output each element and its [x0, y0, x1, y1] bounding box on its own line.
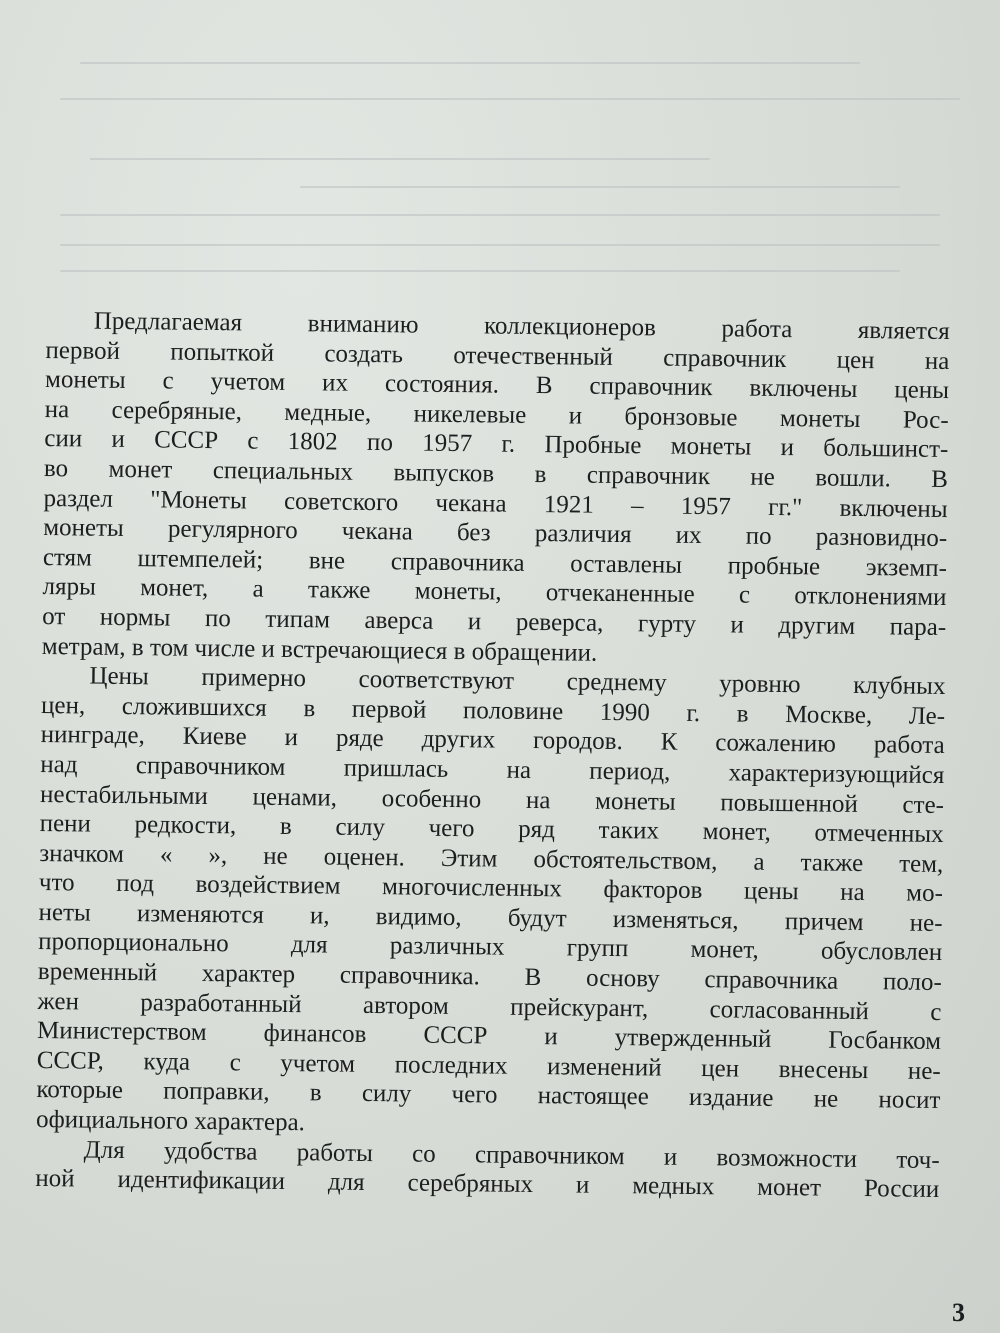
text-line: монеты с учетом их состояния. В справочник включены цены: [44, 366, 950, 405]
text-line: ляры монет, а также монеты, отчеканенные с отклонениями: [42, 573, 947, 612]
text-line: первой попыткой создать отечественный справочник цен на: [45, 336, 950, 375]
text-line: на серебряные, медные, никелевые и бронзовые монеты Рос-: [44, 395, 949, 434]
show-through-line: [60, 270, 900, 272]
text-line: стям штемпелей; вне справочника оставлены пробные экземп-: [42, 543, 948, 582]
text-line: пропорционально для различных групп монет, обусловлен: [38, 928, 943, 967]
page-number: 3: [952, 1298, 965, 1327]
text-line: Предлагаемая вниманию коллекционеров работа является: [93, 307, 950, 346]
text-line: жен разработанный автором прейскурант, согласованный с: [37, 987, 942, 1026]
show-through-line: [300, 186, 900, 188]
text-line: неты изменяются и, видимо, будут изменяться, причем не-: [38, 898, 943, 937]
text-line: метрам, в том числе и встречающиеся в обращении.: [41, 632, 598, 667]
text-line: Министерством финансов СССР и утвержденный Госбанком: [36, 1017, 942, 1056]
show-through-line: [60, 244, 940, 246]
text-line: СССР, куда с учетом последних изменений цен внесены не-: [36, 1046, 941, 1085]
body-text: [35, 306, 950, 1205]
text-line: временный характер справочника. В основу справочника поло-: [37, 958, 942, 997]
text-line: монеты регулярного чекана без различия их по разновидно-: [43, 514, 948, 553]
text-line: значком « », не оценен. Этим обстоятельством, а также тем,: [39, 839, 944, 878]
text-line: пени редкости, в силу чего ряд таких монет, отмеченных: [39, 810, 944, 849]
text-line: над справочником пришлась на период, характеризующийся: [40, 750, 945, 789]
text-line: ной идентификации для серебряных и медных монет России: [35, 1165, 940, 1204]
text-line: Цены примерно соответствуют среднему уровню клубных: [89, 662, 946, 701]
show-through-line: [80, 62, 860, 64]
show-through-line: [60, 98, 960, 100]
text-line: от нормы по типам аверса и реверса, гурту и другим пара-: [42, 602, 947, 641]
text-line: Для удобства работы со справочником и возможности точ-: [83, 1136, 940, 1174]
show-through-line: [90, 158, 710, 160]
text-line: во монет специальных выпусков в справочник не вошли. В: [43, 454, 949, 493]
text-line: которые поправки, в силу чего настоящее издание не носит: [36, 1076, 941, 1115]
text-line: нинграде, Киеве и ряде других городов. К сожалению работа: [40, 721, 945, 760]
text-line: что под воздействием многочисленных факторов цены на мо-: [38, 869, 944, 908]
text-line: официального характера.: [35, 1105, 306, 1137]
text-line: раздел "Монеты советского чекана 1921 – 1957 гг." включены: [43, 484, 948, 523]
text-line: сии и СССР с 1802 по 1957 г. Пробные монеты и большинст-: [44, 425, 949, 464]
show-through-line: [60, 214, 940, 216]
text-line: цен, сложившихся в первой половине 1990 г. в Москве, Ле-: [40, 691, 946, 730]
text-line: нестабильными ценами, особенно на монеты повышенной сте-: [39, 780, 945, 819]
